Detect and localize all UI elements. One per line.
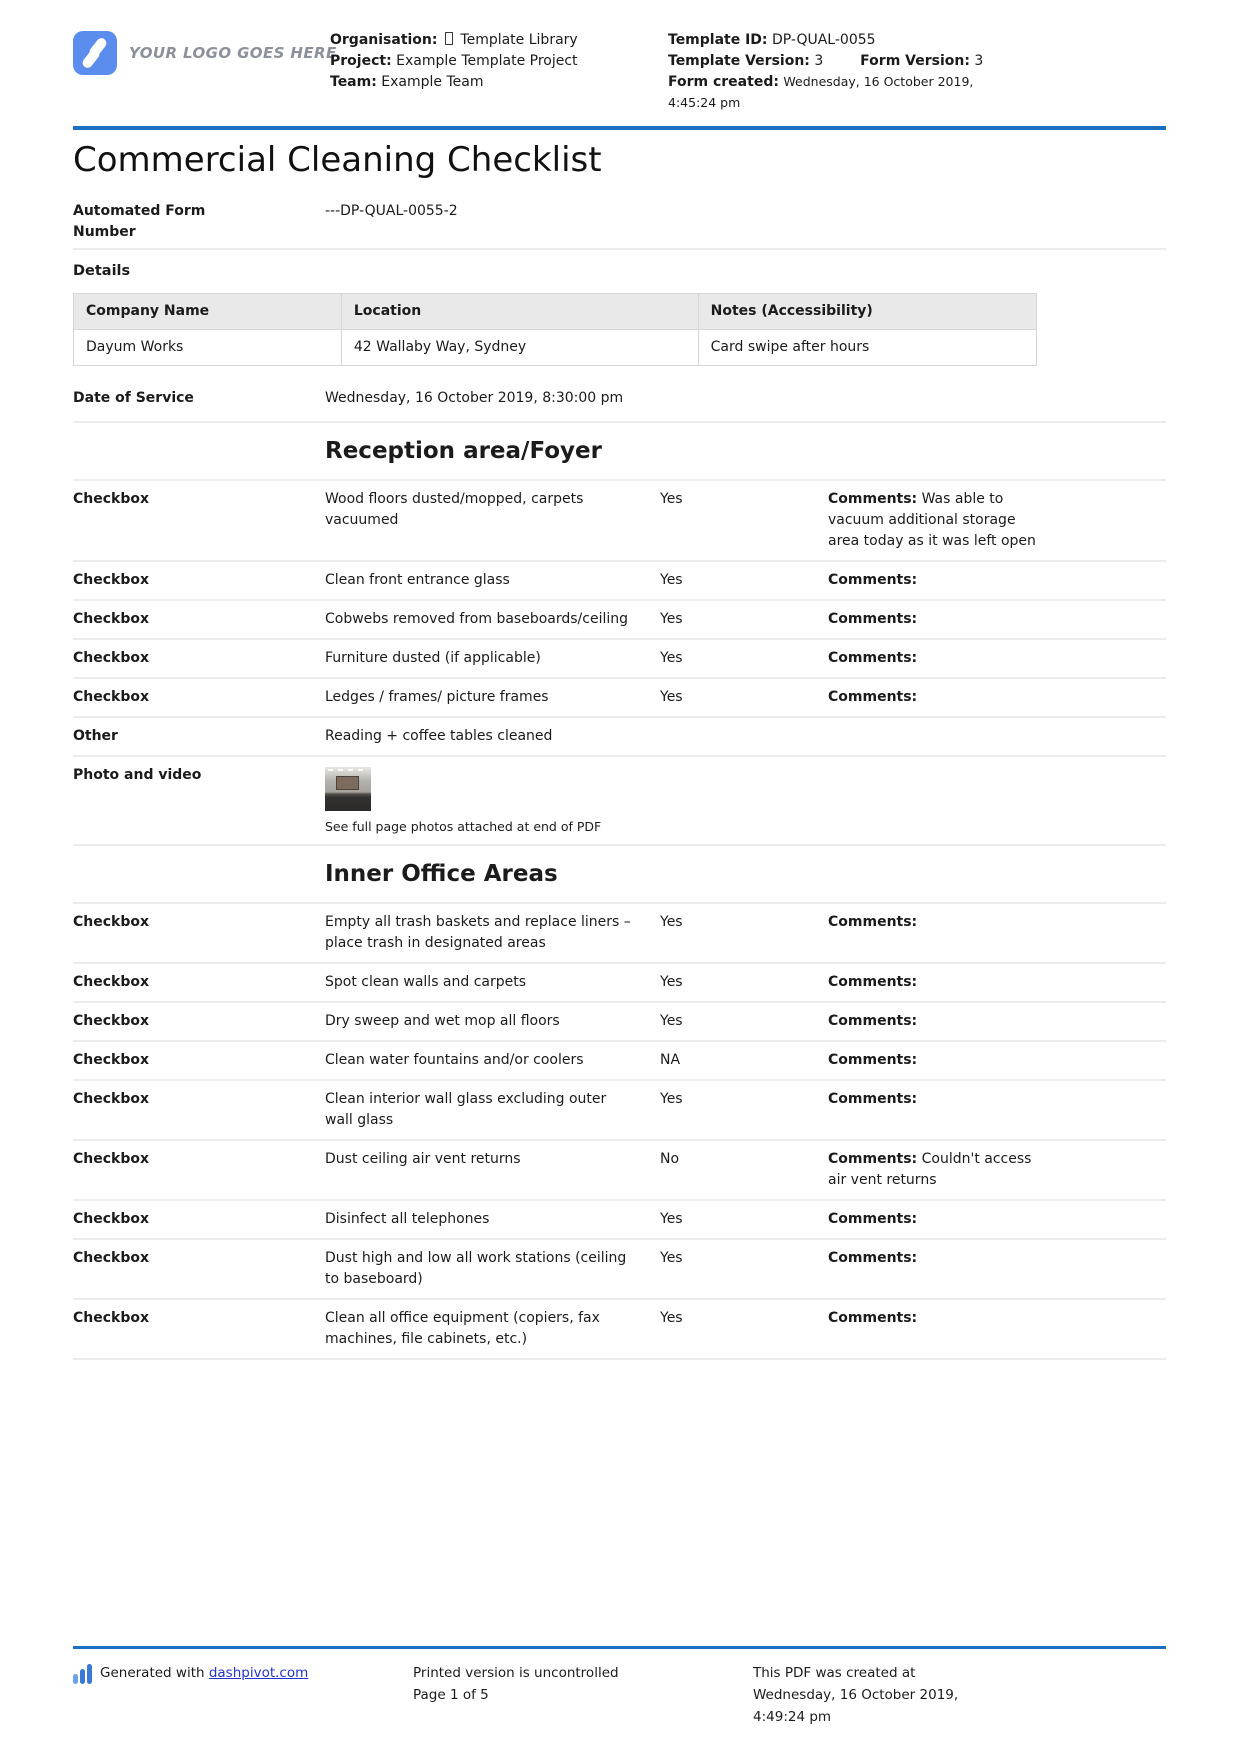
team-line [330,72,668,93]
row-comments [828,726,1048,747]
date-of-service-value: Wednesday, 16 October 2019, 8:30:00 pm [325,390,624,406]
comments-label: Comments: [828,1250,918,1266]
project-label: Project: [330,53,392,69]
row-type-label: Checkbox [73,1013,150,1029]
photo-caption: See full page photos attached at end of PDF [325,819,602,834]
page-number-text: Page 1 of 5 [413,1687,489,1703]
section-heading: Inner Office Areas [325,861,558,887]
row-comments [828,765,1048,836]
date-of-service-row [73,380,1166,421]
footer-created [753,1662,1166,1728]
row-type-label: Checkbox [73,1310,150,1326]
team-value: Example Team [381,74,484,90]
logo-pill [81,47,102,70]
details-location-value: 42 Wallaby Way, Sydney [341,330,698,366]
organisation-label: Organisation: [330,32,438,48]
row-comments [828,1209,1048,1230]
footer-accent-rule [73,1646,1166,1649]
row-description: Clean front entrance glass [325,572,510,588]
comments-label: Comments: [828,689,918,705]
row-description: Clean water fountains and/or coolers [325,1052,584,1068]
row-description: Clean interior wall glass excluding outer wall glass [325,1091,607,1128]
row-description: Cobwebs removed from baseboards/ceiling [325,611,629,627]
details-col-notes: Notes (Accessibility) [698,294,1036,330]
row-answer: Yes [660,974,683,990]
template-id-value: DP-QUAL-0055 [771,32,876,48]
row-type-label: Photo and video [73,767,202,783]
details-company-value: Dayum Works [74,330,342,366]
row-description: Disinfect all telephones [325,1211,490,1227]
row-type-label: Checkbox [73,1211,150,1227]
footer-columns [73,1662,1166,1728]
row-description: Dust ceiling air vent returns [325,1151,521,1167]
comments-text: Was able to vacuum additional storage area today as it was left open [828,491,1036,549]
pdf-created-line1: This PDF was created at [753,1665,916,1681]
checklist-row [73,718,1166,755]
row-answer: Yes [660,914,683,930]
comments-label: Comments: [828,1151,918,1167]
row-comments [828,972,1048,993]
row-comments [828,687,1048,708]
row-answer: Yes [660,650,683,666]
row-answer: Yes [660,611,683,627]
photo-cell [325,765,633,836]
row-comments [828,1089,1048,1131]
row-answer: Yes [660,1250,683,1266]
details-col-company: Company Name [74,294,342,330]
details-col-location: Location [341,294,698,330]
form-number-label: Automated Form Number [73,203,206,240]
checklist-sections [73,423,1166,1360]
company-logo [73,30,337,76]
comments-label: Comments: [828,1091,918,1107]
project-line [330,51,668,72]
row-description: Dry sweep and wet mop all floors [325,1013,560,1029]
divider [73,1358,1166,1360]
row-description: Empty all trash baskets and replace liners – place trash in designated areas [325,914,631,951]
row-type-label: Checkbox [73,914,150,930]
form-number-row [73,196,1166,248]
row-comments [828,1149,1048,1191]
pdf-created-line2: Wednesday, 16 October 2019, [753,1687,959,1703]
form-created-value: Wednesday, 16 October 2019, 4:45:24 pm [668,74,974,110]
document-header [73,30,1166,114]
generated-with-text [100,1662,308,1684]
row-type-label: Checkbox [73,650,150,666]
checklist-row [73,679,1166,716]
row-answer: No [660,1151,680,1167]
checklist-row [73,1300,1166,1358]
row-answer: NA [660,1052,681,1068]
organisation-line [330,30,668,51]
details-notes-value: Card swipe after hours [698,330,1036,366]
template-version-label: Template Version: [668,53,810,69]
row-description: Furniture dusted (if applicable) [325,650,541,666]
details-table [73,293,1037,366]
comments-label: Comments: [828,974,918,990]
row-description: Dust high and low all work stations (ceiling to baseboard) [325,1250,627,1287]
row-answer [660,765,828,836]
checklist-row [73,757,1166,844]
form-created-line [668,72,1013,114]
checklist-row [73,1141,1166,1199]
header-accent-rule [73,126,1166,130]
printed-uncontrolled-text: Printed version is uncontrolled [413,1665,619,1681]
comments-text: Couldn't access air vent returns [828,1151,1032,1188]
dashpivot-logo-icon [73,31,117,75]
missing-glyph-box-icon [445,32,453,45]
checklist-row [73,601,1166,638]
row-answer: Yes [660,1091,683,1107]
row-type-label: Checkbox [73,1052,150,1068]
row-type-label: Other [73,728,118,744]
checklist-row [73,481,1166,560]
logo-placeholder-text: YOUR LOGO GOES HERE [129,43,337,62]
row-description: Wood floors dusted/mopped, carpets vacuumed [325,491,584,528]
date-of-service-label: Date of Service [73,390,194,406]
row-description: Reading + coffee tables cleaned [325,728,553,744]
footer-printed [413,1662,753,1728]
template-version-value: 3 [814,53,824,69]
comments-label: Comments: [828,1310,918,1326]
page-title: Commercial Cleaning Checklist [73,140,602,180]
versions-line [668,51,1013,72]
row-comments [828,1308,1048,1350]
checklist-row [73,1081,1166,1139]
comments-label: Comments: [828,572,918,588]
details-data-row [74,330,1037,366]
checklist-row [73,1201,1166,1238]
template-id-label: Template ID: [668,32,768,48]
form-version-label: Form Version: [860,53,970,69]
row-answer [660,726,828,747]
row-comments [828,570,1048,591]
row-type-label: Checkbox [73,611,150,627]
header-meta-left [330,30,668,114]
photo-thumbnail [325,767,371,811]
row-type-label: Checkbox [73,689,150,705]
row-answer: Yes [660,689,683,705]
template-id-line [668,30,1013,51]
comments-label: Comments: [828,611,918,627]
form-number-value: ---DP-QUAL-0055-2 [325,203,458,219]
form-version-value: 3 [974,53,984,69]
row-type-label: Checkbox [73,1151,150,1167]
row-type-label: Checkbox [73,1091,150,1107]
comments-label: Comments: [828,1211,918,1227]
team-label: Team: [330,74,377,90]
row-comments [828,648,1048,669]
generated-prefix: Generated with [100,1665,209,1681]
checklist-row [73,1003,1166,1040]
comments-label: Comments: [828,1013,918,1029]
dashpivot-link[interactable]: dashpivot.com [208,1665,309,1681]
row-type-label: Checkbox [73,974,150,990]
row-description: Ledges / frames/ picture frames [325,689,549,705]
row-type-label: Checkbox [73,572,150,588]
header-meta-right [668,30,1013,114]
row-answer: Yes [660,1211,683,1227]
row-answer: Yes [660,1310,683,1326]
row-answer: Yes [660,1013,683,1029]
row-description: Clean all office equipment (copiers, fax machines, file cabinets, etc.) [325,1310,600,1347]
checklist-row [73,904,1166,962]
pdf-created-line3: 4:49:24 pm [753,1709,832,1725]
footer-generated [73,1662,413,1728]
row-comments [828,489,1048,552]
checklist-row [73,964,1166,1001]
row-description: Spot clean walls and carpets [325,974,527,990]
checklist-row [73,1042,1166,1079]
row-type-label: Checkbox [73,491,150,507]
dashpivot-bars-icon [73,1664,92,1684]
row-comments [828,912,1048,954]
checklist-row [73,1240,1166,1298]
row-answer: Yes [660,572,683,588]
checklist-row [73,562,1166,599]
row-type-label: Checkbox [73,1250,150,1266]
bar-icon [73,1674,78,1684]
checklist-row [73,640,1166,677]
details-header-row [74,294,1037,330]
document-footer [73,1646,1166,1728]
bar-icon [87,1664,92,1684]
row-answer: Yes [660,491,683,507]
organisation-value: Template Library [460,32,578,48]
comments-label: Comments: [828,1052,918,1068]
project-value: Example Template Project [396,53,578,69]
row-comments [828,1050,1048,1071]
row-comments [828,609,1048,630]
row-comments [828,1248,1048,1290]
comments-label: Comments: [828,650,918,666]
form-created-label: Form created: [668,74,779,90]
bar-icon [80,1669,85,1684]
comments-label: Comments: [828,914,918,930]
comments-label: Comments: [828,491,918,507]
details-heading: Details [73,263,131,279]
row-comments [828,1011,1048,1032]
section-heading: Reception area/Foyer [325,438,602,464]
